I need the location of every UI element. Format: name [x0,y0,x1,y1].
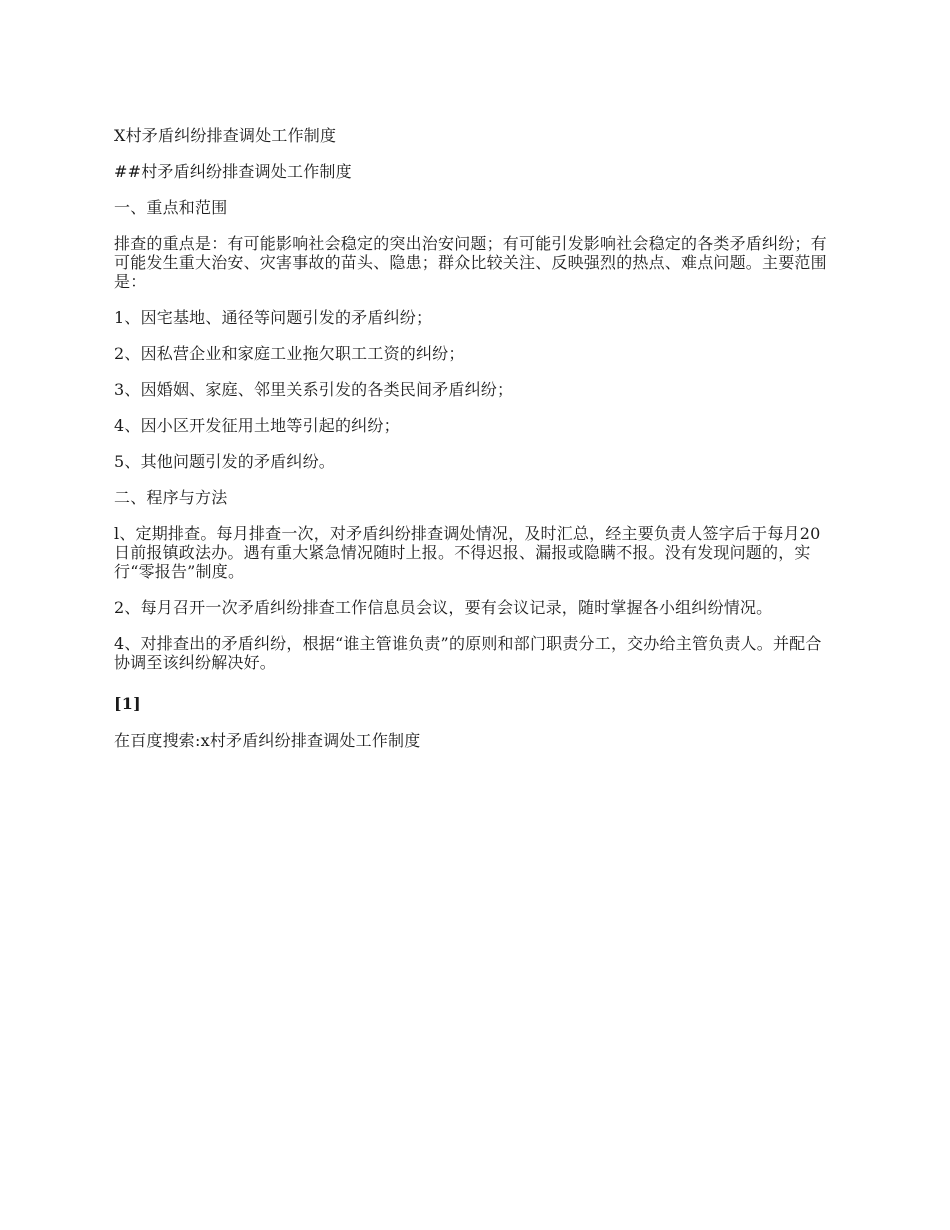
document-body [114,126,836,767]
list-item: 3、因婚姻、家庭、邻里关系引发的各类民间矛盾纠纷； [114,380,514,399]
document-subtitle: ##村矛盾纠纷排查调处工作制度 [114,162,352,181]
list-item: 2、因私营企业和家庭工业拖欠职工工资的纠纷； [114,344,465,363]
list-item: 4、因小区开发征用土地等引起的纠纷； [114,416,400,435]
section-heading-procedure: 二、程序与方法 [114,488,228,507]
procedure-paragraph: 2、每月召开一次矛盾纠纷排查工作信息员会议，要有会议记录，随时掌握各小组纠纷情况。 [114,598,773,617]
procedure-paragraph: l、定期排查。每月排查一次，对矛盾纠纷排查调处情况，及时汇总，经主要负责人签字后于每月20日前报镇政法办。遇有重大紧急情况随时上报。不得迟报、漏报或隐瞒不报。没有发现问题的，实行“零报告”制度。 [114,524,821,581]
document-title: X村矛盾纠纷排查调处工作制度 [114,126,337,145]
list-item: 1、因宅基地、通径等问题引发的矛盾纠纷； [114,308,433,327]
section-intro-paragraph: 排查的重点是：有可能影响社会稳定的突出治安问题；有可能引发影响社会稳定的各类矛盾纠纷；有可能发生重大治安、灾害事故的苗头、隐患；群众比较关注、反映强烈的热点、难点问题。主要范围是： [114,234,827,291]
section-heading-scope: 一、重点和范围 [114,198,228,217]
reference-marker: [1] [114,694,141,713]
list-item: 5、其他问题引发的矛盾纠纷。 [114,452,335,471]
search-line: 在百度搜索:x村矛盾纠纷排查调处工作制度 [114,731,421,750]
procedure-paragraph: 4、对排查出的矛盾纠纷，根据“谁主管谁负责”的原则和部门职责分工，交办给主管负责人。并配合协调至该纠纷解决好。 [114,634,822,672]
